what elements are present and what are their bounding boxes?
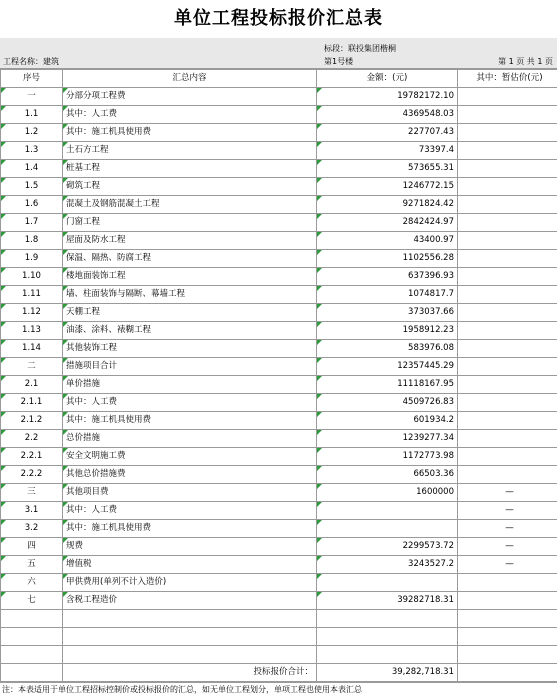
empty-row [1,610,557,628]
table-row [1,322,557,340]
table-row [1,538,557,556]
empty-cell[interactable] [317,628,458,646]
row-content-cell[interactable]: 其中：人工费 [63,502,317,520]
row-amount-cell[interactable] [317,502,458,520]
row-content-cell[interactable]: 土石方工程 [63,142,317,160]
row-amount-cell[interactable]: 637396.93 [317,268,458,286]
row-estimate-cell[interactable] [458,304,557,322]
row-number-cell[interactable]: 1.3 [1,142,63,160]
empty-cell[interactable] [458,628,557,646]
bid-section: 标段：联投集团楷桐 [324,44,396,53]
row-amount-cell[interactable] [317,574,458,592]
row-content-cell[interactable]: 其他总价措施费 [63,466,317,484]
row-amount-cell[interactable]: 73397.4 [317,142,458,160]
page-title: 单位工程投标报价汇总表 [174,8,383,29]
table-row [1,430,557,448]
table-row [1,466,557,484]
row-amount-cell[interactable]: 11118167.95 [317,376,458,394]
row-number-cell[interactable]: 2.2 [1,430,63,448]
row-amount-cell[interactable]: 4369548.03 [317,106,458,124]
row-amount-cell[interactable]: 1074817.7 [317,286,458,304]
row-estimate-cell[interactable] [458,376,557,394]
row-amount-cell[interactable]: 12357445.29 [317,358,458,376]
table-row [1,556,557,574]
table-row [1,286,557,304]
row-content-cell[interactable]: 其他装饰工程 [63,340,317,358]
row-estimate-cell[interactable] [458,160,557,178]
table-row [1,142,557,160]
total-blank-cell[interactable] [1,664,63,682]
empty-cell[interactable] [63,646,317,664]
sheet-info-bar [0,38,557,69]
total-row [1,664,557,682]
empty-cell[interactable] [317,610,458,628]
row-number-cell[interactable]: 三 [1,484,63,502]
table-row [1,232,557,250]
row-estimate-cell[interactable] [458,142,557,160]
empty-row [1,628,557,646]
row-amount-cell[interactable]: 373037.66 [317,304,458,322]
row-estimate-cell[interactable]: — [458,502,557,520]
total-label[interactable]: 投标报价合计： [63,664,317,682]
row-number-cell[interactable]: 1.1 [1,106,63,124]
row-amount-cell[interactable]: 19782172.10 [317,88,458,106]
row-amount-cell[interactable]: 2299573.72 [317,538,458,556]
row-amount-cell[interactable]: 227707.43 [317,124,458,142]
table-row [1,106,557,124]
section-number: 第1号楼 [324,57,354,66]
row-content-cell[interactable]: 规费 [63,538,317,556]
row-estimate-cell[interactable]: — [458,538,557,556]
table-row [1,394,557,412]
empty-cell[interactable] [63,610,317,628]
row-number-cell[interactable]: 1.2 [1,124,63,142]
row-amount-cell[interactable] [317,520,458,538]
row-content-cell[interactable]: 混凝土及钢筋混凝土工程 [63,196,317,214]
table-row [1,502,557,520]
row-estimate-cell[interactable] [458,196,557,214]
row-amount-cell[interactable]: 2842424.97 [317,214,458,232]
empty-cell[interactable] [317,646,458,664]
row-estimate-cell[interactable] [458,232,557,250]
column-header-amount[interactable]: 金额：(元) [317,70,458,88]
row-estimate-cell[interactable] [458,412,557,430]
row-estimate-cell[interactable] [458,358,557,376]
row-content-cell[interactable]: 墙、柱面装饰与隔断、幕墙工程 [63,286,317,304]
table-row [1,574,557,592]
total-estimate-cell[interactable] [458,664,557,682]
column-header-estimate[interactable]: 其中：暂估价(元) [458,70,557,88]
empty-row [1,646,557,664]
row-estimate-cell[interactable] [458,124,557,142]
row-number-cell[interactable]: 1.13 [1,322,63,340]
row-number-cell[interactable]: 四 [1,538,63,556]
table-row [1,340,557,358]
row-amount-cell[interactable]: 601934.2 [317,412,458,430]
row-content-cell[interactable]: 其中：施工机具使用费 [63,520,317,538]
table-row [1,484,557,502]
empty-cell[interactable] [458,646,557,664]
table-row [1,268,557,286]
row-content-cell[interactable]: 增值税 [63,556,317,574]
empty-cell[interactable] [1,646,63,664]
row-amount-cell[interactable]: 1246772.15 [317,178,458,196]
project-name: 工程名称：建筑 [3,57,59,66]
table-row [1,88,557,106]
row-estimate-cell[interactable]: — [458,484,557,502]
column-header-no[interactable]: 序号 [1,70,63,88]
row-estimate-cell[interactable] [458,268,557,286]
table-row [1,178,557,196]
table-row [1,592,557,610]
row-estimate-cell[interactable]: — [458,556,557,574]
row-estimate-cell[interactable] [458,466,557,484]
row-number-cell[interactable]: 2.1.1 [1,394,63,412]
empty-cell[interactable] [1,610,63,628]
row-content-cell[interactable]: 保温、隔热、防腐工程 [63,250,317,268]
row-number-cell[interactable]: 3.2 [1,520,63,538]
row-estimate-cell[interactable] [458,448,557,466]
row-estimate-cell[interactable] [458,106,557,124]
table-row [1,124,557,142]
row-amount-cell[interactable]: 1102556.28 [317,250,458,268]
row-amount-cell[interactable]: 1239277.34 [317,430,458,448]
row-content-cell[interactable]: 门窗工程 [63,214,317,232]
row-amount-cell[interactable]: 9271824.42 [317,196,458,214]
row-estimate-cell[interactable] [458,250,557,268]
row-amount-cell[interactable]: 43400.97 [317,232,458,250]
row-number-cell[interactable]: 1.4 [1,160,63,178]
row-number-cell[interactable]: 1.7 [1,214,63,232]
row-estimate-cell[interactable] [458,322,557,340]
row-number-cell[interactable]: 1.12 [1,304,63,322]
row-number-cell[interactable]: 1.8 [1,232,63,250]
row-content-cell[interactable]: 甲供费用(单列不计入造价) [63,574,317,592]
row-number-cell[interactable]: 1.11 [1,286,63,304]
row-content-cell[interactable]: 安全文明施工费 [63,448,317,466]
row-number-cell[interactable]: 五 [1,556,63,574]
row-estimate-cell[interactable] [458,592,557,610]
table-row [1,520,557,538]
row-number-cell[interactable]: 3.1 [1,502,63,520]
table-row [1,412,557,430]
row-amount-cell[interactable]: 583976.08 [317,340,458,358]
table-row [1,214,557,232]
row-number-cell[interactable]: 二 [1,358,63,376]
row-number-cell[interactable]: 七 [1,592,63,610]
table-row [1,196,557,214]
row-amount-cell[interactable]: 66503.36 [317,466,458,484]
row-content-cell[interactable]: 总价措施 [63,430,317,448]
total-amount[interactable]: 39,282,718.31 [317,664,458,682]
row-number-cell[interactable]: 2.1 [1,376,63,394]
row-content-cell[interactable]: 其他项目费 [63,484,317,502]
row-number-cell[interactable]: 2.2.1 [1,448,63,466]
row-content-cell[interactable]: 措施项目合计 [63,358,317,376]
row-content-cell[interactable]: 其中：人工费 [63,394,317,412]
footnote: 注：本表适用于单位工程招标控制价或投标报价的汇总，如无单位工程划分，单项工程也使用本表汇总 [0,682,557,697]
row-amount-cell[interactable]: 3243527.2 [317,556,458,574]
empty-cell[interactable] [63,628,317,646]
row-content-cell[interactable]: 砌筑工程 [63,178,317,196]
row-estimate-cell[interactable] [458,178,557,196]
row-content-cell[interactable]: 其中：施工机具使用费 [63,412,317,430]
row-content-cell[interactable]: 油漆、涂料、裱糊工程 [63,322,317,340]
row-number-cell[interactable]: 1.6 [1,196,63,214]
table-row [1,358,557,376]
row-estimate-cell[interactable] [458,340,557,358]
row-number-cell[interactable]: 1.10 [1,268,63,286]
row-estimate-cell[interactable] [458,214,557,232]
row-amount-cell[interactable]: 573655.31 [317,160,458,178]
row-content-cell[interactable]: 屋面及防水工程 [63,232,317,250]
row-number-cell[interactable]: 1.14 [1,340,63,358]
row-estimate-cell[interactable] [458,394,557,412]
table-row [1,448,557,466]
empty-cell[interactable] [1,628,63,646]
row-amount-cell[interactable]: 1172773.98 [317,448,458,466]
row-amount-cell[interactable]: 1600000 [317,484,458,502]
table-row [1,376,557,394]
table-row [1,160,557,178]
row-content-cell[interactable]: 单价措施 [63,376,317,394]
row-content-cell[interactable]: 桩基工程 [63,160,317,178]
row-estimate-cell[interactable] [458,286,557,304]
row-content-cell[interactable]: 其中：人工费 [63,106,317,124]
row-number-cell[interactable]: 1.9 [1,250,63,268]
row-estimate-cell[interactable] [458,574,557,592]
page-info: 第 1 页 共 1 页 [498,57,553,66]
row-number-cell[interactable]: 六 [1,574,63,592]
row-estimate-cell[interactable] [458,430,557,448]
row-estimate-cell[interactable]: — [458,520,557,538]
table-row [1,304,557,322]
row-content-cell[interactable]: 楼地面装饰工程 [63,268,317,286]
row-amount-cell[interactable]: 4509726.83 [317,394,458,412]
row-number-cell[interactable]: 2.1.2 [1,412,63,430]
row-content-cell[interactable]: 分部分项工程费 [63,88,317,106]
row-number-cell[interactable]: 1.5 [1,178,63,196]
row-amount-cell[interactable]: 1958912.23 [317,322,458,340]
row-number-cell[interactable]: 一 [1,88,63,106]
column-header-content[interactable]: 汇总内容 [63,70,317,88]
row-number-cell[interactable]: 2.2.2 [1,466,63,484]
row-content-cell[interactable]: 其中：施工机具使用费 [63,124,317,142]
table-header-row [1,70,557,88]
row-estimate-cell[interactable] [458,88,557,106]
table-row [1,250,557,268]
row-content-cell[interactable]: 天棚工程 [63,304,317,322]
summary-table [0,69,557,682]
empty-cell[interactable] [458,610,557,628]
row-amount-cell[interactable]: 39282718.31 [317,592,458,610]
row-content-cell[interactable]: 含税工程造价 [63,592,317,610]
